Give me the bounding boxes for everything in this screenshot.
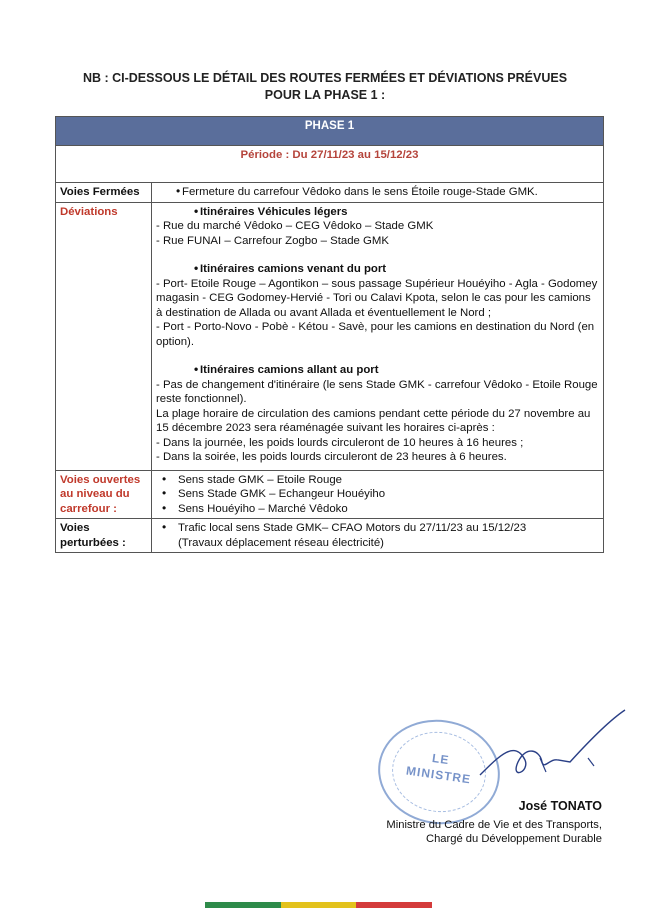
footer-flag-bar bbox=[205, 902, 432, 908]
heading-line-2: POUR LA PHASE 1 : bbox=[264, 88, 386, 102]
voies-ouvertes-content bbox=[152, 470, 604, 519]
voies-fermees-label: Voies Fermées bbox=[56, 183, 152, 203]
perturbees-note: (Travaux déplacement réseau électricité) bbox=[178, 536, 384, 549]
venant-route-2: - Port - Porto-Novo - Pobè - Kétou - Savè, pour les camions en destination du Nord (en option). bbox=[156, 321, 595, 348]
legers-route-2: - Rue FUNAI – Carrefour Zogbo – Stade GMK bbox=[156, 234, 389, 247]
plage-horaire-text: La plage horaire de circulation des camions pendant cette période du 27 novembre au 15 décembre 2023 sera réaménagée suivant les horaires ci-après : bbox=[156, 407, 591, 434]
list-item: • Sens Houéyiho – Marché Vêdoko bbox=[156, 502, 599, 517]
signatory-title-line-1: Ministre du Cadre de Vie et des Transports, bbox=[386, 819, 602, 831]
list-item: • Fermeture du carrefour Vêdoko dans le sens Étoile rouge-Stade GMK. bbox=[156, 185, 599, 200]
routes-table bbox=[55, 116, 604, 553]
voies-perturbees-row bbox=[56, 519, 604, 553]
list-item: • Trafic local sens Stade GMK– CFAO Motors du 27/11/23 au 15/12/23 bbox=[156, 521, 599, 536]
horaire-soiree: - Dans la soirée, les poids lourds circuleront de 23 heures à 6 heures. bbox=[156, 451, 507, 463]
venant-route-1: - Port- Etoile Rouge – Agontikon – sous passage Supérieur Houéyiho - Agla - Godomey magasin - CEG Godomey-Hervié - Tori ou Calavi Kpota, selon le cas pour les camions à destination de Allada ou avant Allada et éventuellement le Nord ; bbox=[156, 277, 598, 319]
footer-bar-yellow bbox=[281, 902, 357, 908]
periode-row bbox=[56, 146, 604, 183]
deviations-content bbox=[152, 202, 604, 470]
section-heading-allant: • Itinéraires camions allant au port bbox=[174, 363, 599, 378]
legers-route-1: - Rue du marché Vêdoko – CEG Vêdoko – Stade GMK bbox=[156, 220, 434, 232]
stamp-text-mid: MINISTRE bbox=[405, 763, 472, 787]
periode-text: Période : Du 27/11/23 au 15/12/23 bbox=[56, 146, 604, 183]
deviations-label: Déviations bbox=[56, 202, 152, 470]
page-heading bbox=[40, 70, 610, 104]
phase-header-row bbox=[56, 117, 604, 146]
voies-ouvertes-row bbox=[56, 470, 604, 519]
section-heading-venant: • Itinéraires camions venant du port bbox=[174, 262, 599, 277]
allant-route-1: - Pas de changement d'itinéraire (le sens Stade GMK - carrefour Vêdoko - Etoile Rouge reste fonctionnel). bbox=[156, 378, 598, 405]
signatory-title bbox=[386, 818, 602, 846]
horaire-journee: - Dans la journée, les poids lourds circuleront de 10 heures à 16 heures ; bbox=[156, 436, 524, 449]
deviations-row bbox=[56, 202, 604, 470]
voies-fermees-content bbox=[152, 183, 604, 203]
signatory-name: José TONATO bbox=[518, 799, 602, 813]
list-item: • Sens stade GMK – Etoile Rouge bbox=[156, 473, 599, 488]
footer-bar-red bbox=[356, 902, 432, 908]
stamp-text-top: LE bbox=[431, 750, 451, 768]
voies-perturbees-content bbox=[152, 519, 604, 553]
voies-ouvertes-label: Voies ouvertes au niveau du carrefour : bbox=[56, 470, 152, 519]
voies-perturbees-label: Voies perturbées : bbox=[56, 519, 152, 553]
handwritten-signature bbox=[470, 700, 630, 800]
voies-fermees-row bbox=[56, 183, 604, 203]
section-heading-legers: • Itinéraires Véhicules légers bbox=[174, 205, 599, 220]
footer-bar-green bbox=[205, 902, 281, 908]
heading-line-1: NB : CI-DESSOUS LE DÉTAIL DES ROUTES FERMÉES ET DÉVIATIONS PRÉVUES bbox=[82, 71, 568, 85]
phase-title: PHASE 1 bbox=[56, 117, 604, 146]
list-item: • Sens Stade GMK – Echangeur Houéyiho bbox=[156, 487, 599, 502]
signatory-title-line-2: Chargé du Développement Durable bbox=[425, 833, 602, 845]
